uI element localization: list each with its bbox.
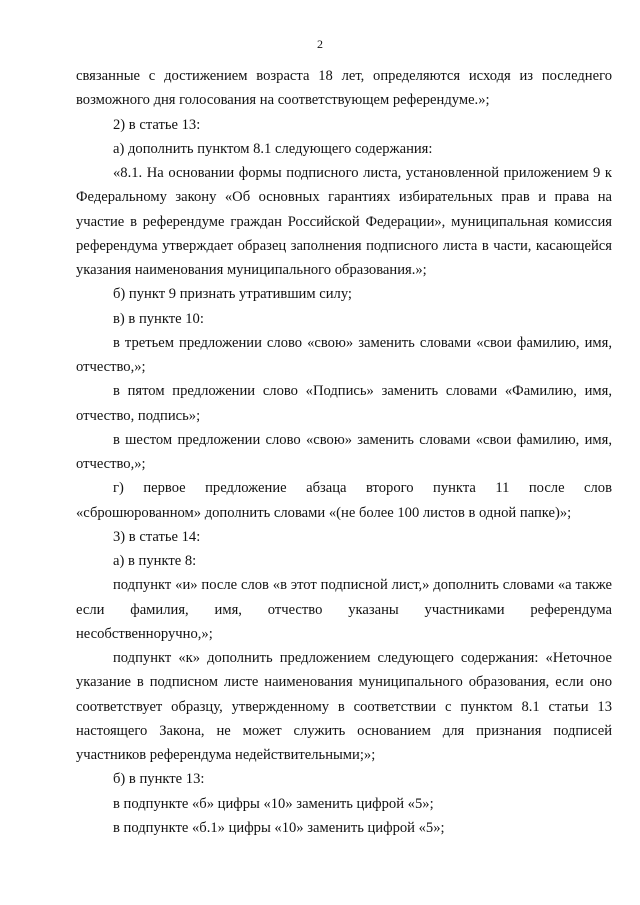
paragraph: г) первое предложение абзаца второго пункта 11 после слов «сброшюрованном» дополнить словами «(не более 100 листов в одной папке)»; bbox=[76, 480, 612, 521]
paragraph: в) в пункте 10: bbox=[113, 310, 204, 327]
paragraph: б) в пункте 13: bbox=[113, 771, 205, 788]
paragraph: подпункт «и» после слов «в этот подписной лист,» дополнить словами «а также если фамилия, имя, отчество указаны участниками референдума несобственноручно,»; bbox=[76, 577, 612, 642]
paragraph: 3) в статье 14: bbox=[113, 528, 201, 545]
paragraph: подпункт «к» дополнить предложением следующего содержания: «Неточное указание в подписном листе наименования муниципального образования, если оно соответствует образцу, утвержденному в соответствии с пунктом 8.1 статьи 13 настоящего Закона, не может служить основанием для признания подписей участников референдума недействительными;»; bbox=[76, 650, 612, 763]
paragraph: б) пункт 9 признать утратившим силу; bbox=[113, 286, 352, 303]
paragraph: в подпункте «б» цифры «10» заменить цифрой «5»; bbox=[113, 795, 434, 812]
paragraph: 2) в статье 13: bbox=[113, 116, 201, 133]
paragraph: а) дополнить пунктом 8.1 следующего содержания: bbox=[113, 140, 433, 157]
paragraph: в третьем предложении слово «свою» заменить словами «свои фамилию, имя, отчество,»; bbox=[76, 334, 612, 375]
paragraph: в подпункте «б.1» цифры «10» заменить цифрой «5»; bbox=[113, 819, 445, 836]
paragraph: в пятом предложении слово «Подпись» заменить словами «Фамилию, имя, отчество, подпись»; bbox=[76, 383, 612, 424]
document-body bbox=[76, 64, 612, 840]
paragraph: связанные с достижением возраста 18 лет, определяются исходя из последнего возможного дня голосования на соответствующем референдуме.»; bbox=[76, 68, 612, 109]
paragraph: «8.1. На основании формы подписного листа, установленной приложением 9 к Федеральному закону «Об основных гарантиях избирательных прав и права на участие в референдуме граждан Российской Федерации», муниципальная комиссия референдума утверждает образец заполнения подписного листа в части, касающейся указания наименования муниципального образования.»; bbox=[76, 165, 612, 278]
paragraph: в шестом предложении слово «свою» заменить словами «свои фамилию, имя, отчество,»; bbox=[76, 431, 612, 472]
paragraph: а) в пункте 8: bbox=[113, 553, 197, 569]
page-number: 2 bbox=[317, 37, 323, 51]
